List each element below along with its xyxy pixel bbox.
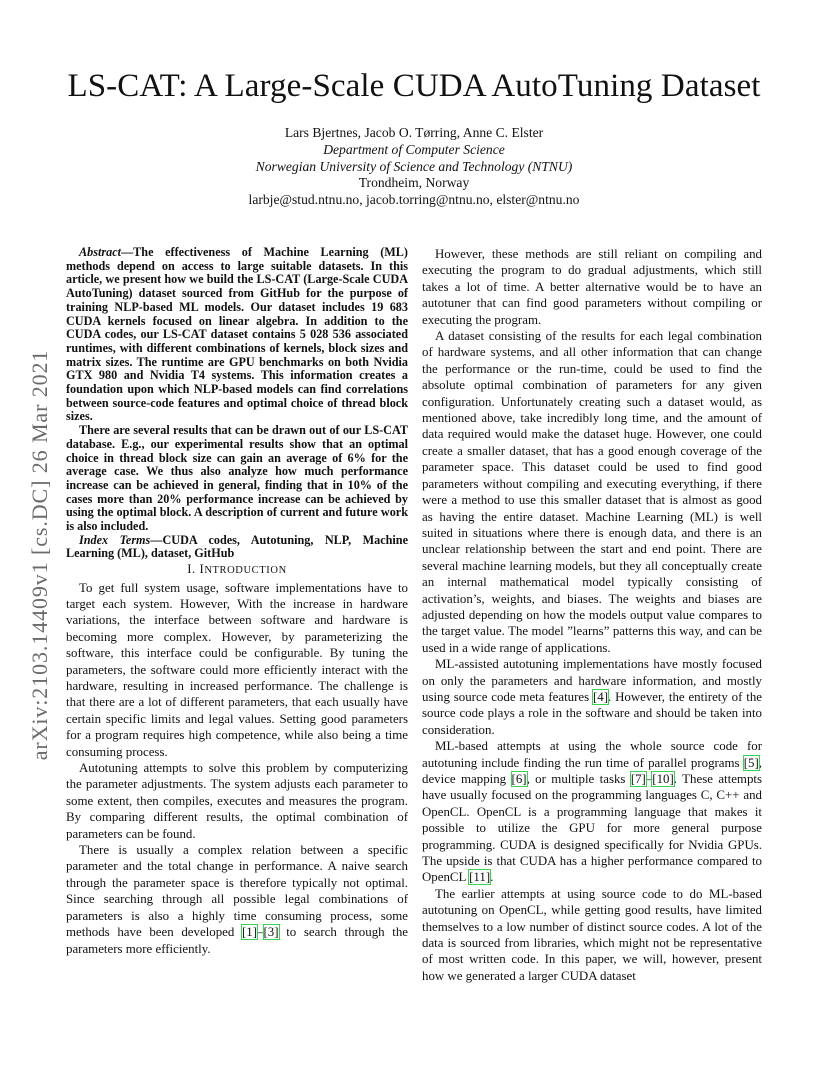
paragraph-text: There is usually a complex relation between a specific parameter and the total change in performance. A naive search through the parameter space is therefore typically not optimal. Since searching through all possible legal combinations of parameters is also a highly time consuming process, some methods have been developed: [66, 843, 408, 940]
body-paragraph: A dataset consisting of the results for each legal combination of hardware systems, and all other information that can change the performance or the run-time, could be used to find the absolute optimal combination of parameters for any given configuration. Unfortunately creating such a dataset would, as mentioned above, take incredibly long time, and the amount of data required would make the dataset huge. However, one could create a smaller dataset, that has a good enough coverage of the parameter space. This dataset could be used to find good parameters without compiling and executing everything, if there were a method to use this smaller dataset that is almost as good as having the entire dataset. Machine Learning (ML) is well suited in situations where there is enough data, and there is an unclear relationship between the start and end point. There are several machine learning models, but they all conceptually create an internal mathematical model typically consisting of activation’s, weights, and biases. The weights and biases are adjusted depending on how the models output value compares to the target value. The model ”learns” patterns this way, and can be used in a wide range of applications.: [422, 329, 762, 655]
right-column: [422, 246, 762, 984]
citation-link[interactable]: [10]: [652, 772, 674, 786]
paragraph-text: , device mapping: [422, 755, 762, 786]
author-emails: larbje@stud.ntnu.no, jacob.torring@ntnu.no, elster@ntnu.no: [248, 192, 580, 208]
citation-range-dash: –: [257, 925, 264, 940]
citation-link[interactable]: [7]: [630, 772, 646, 786]
author-university: Norwegian University of Science and Technology (NTNU): [255, 158, 573, 174]
paragraph-text: . However, the entirety of the source code plays a role in the software and should be taken into consideration.: [422, 689, 762, 737]
section-heading-initial: I: [199, 562, 205, 577]
body-paragraph: [422, 738, 762, 886]
abstract-paragraph: There are several results that can be drawn out of our LS-CAT database. E.g., our experimental results show that an optimal choice in thread block size can gain an average of 6% for the average case. We thus also analyze how much performance increase can be achieved in general, finding that in 10% of the cases more than 20% performance increase can be achieved by using the optimal block. A description of current and future work is also included.: [66, 423, 408, 534]
citation-link[interactable]: [4]: [592, 689, 608, 704]
paragraph-text: ML-assisted autotuning implementations have mostly focused on only the parameters and hardware information, and mostly using source code meta features: [422, 657, 762, 704]
citation-link[interactable]: [6]: [511, 772, 527, 786]
body-paragraph: Autotuning attempts to solve this problem by computerizing the parameter adjustments. The system adjusts each parameter to some extent, then compiles, executes and measures the program. By comparing different results, the optimal combination of parameters can be found.: [66, 761, 408, 841]
abstract-label: Abstract: [79, 245, 121, 259]
citation-link[interactable]: [3]: [263, 925, 279, 940]
abstract: [66, 246, 408, 561]
left-column: [66, 246, 408, 957]
author-block: [0, 125, 828, 209]
index-terms: [66, 534, 408, 561]
paper-title: LS-CAT: A Large-Scale CUDA AutoTuning Dataset: [67, 68, 761, 104]
abstract-text: —The effectiveness of Machine Learning (ML) methods depend on access to large suitable datasets. In this article, we present how we build the LS-CAT (Large-Scale CUDA AutoTuning) dataset sourced from GitHub for the purpose of training NLP-based ML models. Our dataset includes 19 683 CUDA kernels focused on linear algebra. In addition to the CUDA codes, our LS-CAT dataset contains 5 028 536 associated runtimes, with different combinations of kernels, block sizes and matrix sizes. The runtime are GPU benchmarks on both Nvidia GTX 980 and Nvidia T4 systems. This information creates a foundation upon which NLP-based models can find correlations between source-code features and optimal choice of thread block sizes.: [66, 245, 408, 424]
abstract-paragraph: [66, 246, 408, 424]
author-names: Lars Bjertnes, Jacob O. Tørring, Anne C. Elster: [284, 125, 544, 140]
index-terms-label: Index Terms: [79, 532, 151, 547]
paragraph-text: . These attempts have usually focused on the programming languages C, C++ and OpenCL. OpenCL is a programming language that makes it possible to utilize the GPU for more general purpose programming. CUDA is designed specifically for Nvidia GPUs. The upside is that CUDA has a higher performance compared to OpenCL: [422, 772, 762, 885]
arxiv-identifier[interactable]: arXiv:2103.14409v1 [cs.DC] 26 Mar 2021: [27, 349, 52, 761]
body-paragraph: The earlier attempts at using source code to do ML-based autotuning on OpenCL, while getting good results, have limited themselves to a low number of distinct source codes. A lot of the data is sourced from libraries, which might not be representative of most written code. In this paper, we will, however, present how we generated a larger CUDA dataset: [422, 886, 762, 983]
section-heading: [66, 561, 408, 579]
citation-range-dash: –: [645, 772, 653, 786]
paragraph-text: , or multiple tasks: [526, 772, 631, 786]
index-terms-text: —CUDA codes, Autotuning, NLP, Machine Learning (ML), dataset, GitHub: [66, 532, 408, 561]
author-city: Trondheim, Norway: [358, 175, 470, 191]
citation-link[interactable]: [5]: [743, 755, 759, 770]
section-heading-rest: NTRODUCTION: [204, 565, 287, 577]
paragraph-text: to search through the parameters more efficiently.: [66, 925, 409, 956]
paragraph-text: .: [490, 870, 494, 885]
citation-link[interactable]: [11]: [469, 870, 491, 885]
body-paragraph: [66, 842, 408, 957]
body-paragraph: However, these methods are still reliant on compiling and executing the program to do gradual adjustments, which still takes a lot of time. A better alternative would be to have an autotuner that can find good parameters without compiling or executing the program.: [422, 247, 762, 327]
body-paragraph: To get full system usage, software implementations have to target each system. However, With the increase in hardware variations, the interface between software and hardware is becoming more complex. However, by parameterizing the software, this interface could be configurable. By tuning the parameters, the software could more efficiently interact with the hardware, resulting in increased performance. The challenge is that there are a lot of different parameters, that each usually have certain specific limits and legal values. Setting good parameters for a program requires high competence, while also being a time consuming process.: [66, 580, 408, 759]
paragraph-text: ML-based attempts at using the whole source code for autotuning include finding the run time of parallel programs: [422, 739, 762, 770]
author-department: Department of Computer Science: [323, 141, 505, 157]
arxiv-sidebar: [20, 310, 60, 800]
body-paragraph: [422, 656, 762, 738]
section-numeral: I.: [187, 562, 200, 577]
citation-link[interactable]: [1]: [242, 925, 258, 940]
